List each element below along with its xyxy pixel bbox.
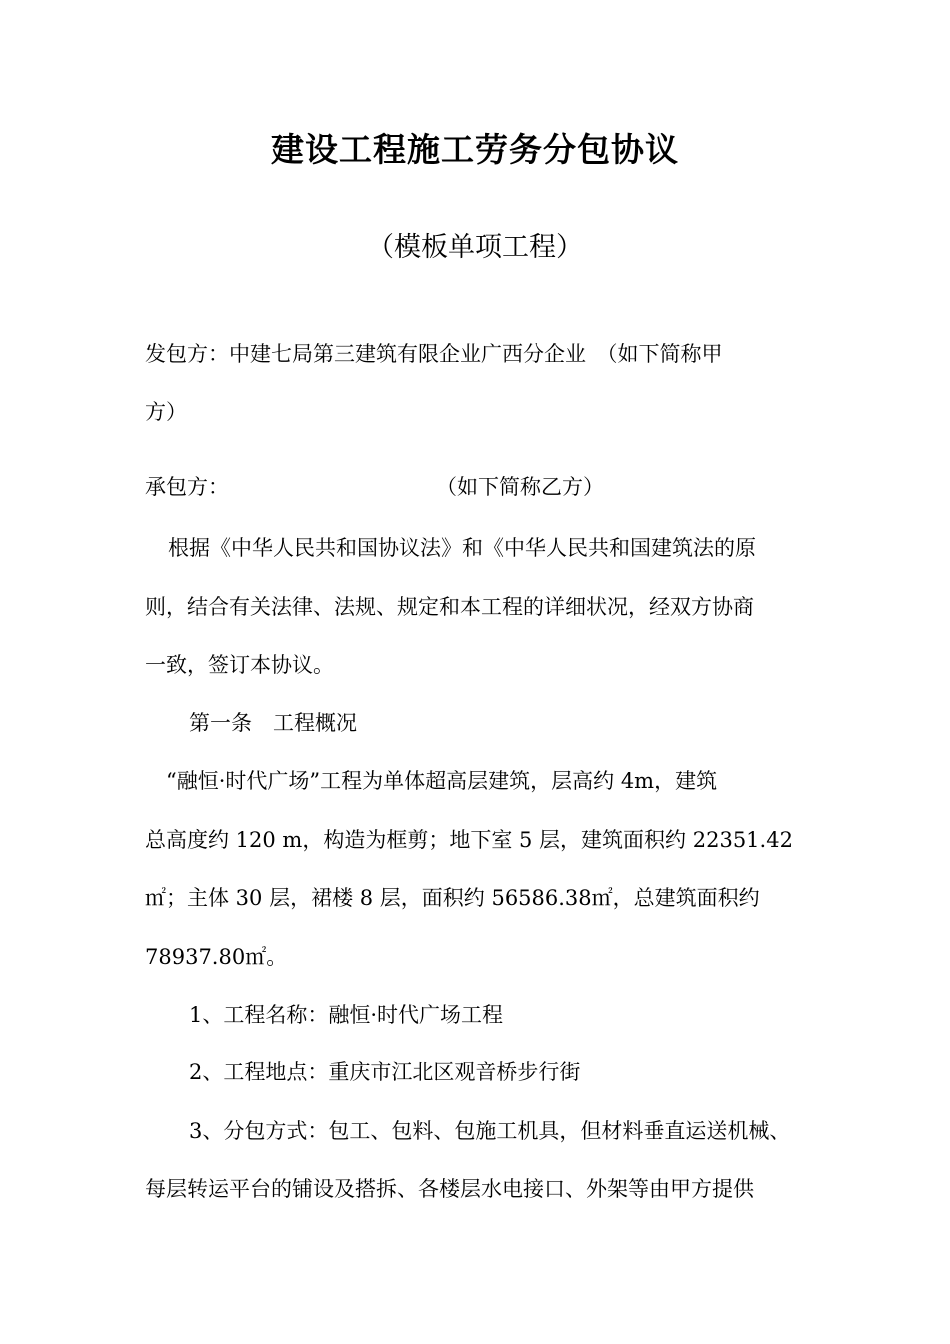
article-1-desc-line-3: ㎡；主体 30 层，裙楼 8 层，面积约 56586.38㎡，总建筑面积约 (145, 886, 760, 910)
party-b-label: 承包方： (145, 475, 229, 499)
party-b-note: （如下简称乙方） (436, 475, 604, 499)
article-1-desc-line-1: “融恒·时代广场”工程为单体超高层建筑，层高约 4m，建筑 (166, 769, 718, 793)
article-1-desc-line-2: 总高度约 120 m，构造为框剪；地下室 5 层，建筑面积约 22351.42 (145, 828, 793, 852)
article-1-item-2: 2、工程地点：重庆市江北区观音桥步行街 (189, 1060, 581, 1084)
intro-line-3: 一致，签订本协议。 (145, 653, 334, 677)
intro-line-1: 根据《中华人民共和国协议法》和《中华人民共和国建筑法的原 (168, 536, 756, 560)
article-1-item-1: 1、工程名称：融恒·时代广场工程 (189, 1003, 504, 1027)
article-1-item-3-line-1: 3、分包方式：包工、包料、包施工机具，但材料垂直运送机械、 (189, 1119, 791, 1143)
party-a-line-1: 发包方：中建七局第三建筑有限企业广西分企业 （如下简称甲 (145, 342, 723, 366)
article-1-heading: 第一条 工程概况 (189, 711, 357, 735)
document-subtitle: （模板单项工程） (367, 232, 583, 263)
article-1-desc-line-4: 78937.80㎡。 (145, 945, 288, 969)
intro-line-2: 则，结合有关法律、法规、规定和本工程的详细状况，经双方协商 (145, 595, 754, 619)
party-a-line-2: 方） (145, 400, 187, 424)
article-1-item-3-line-2: 每层转运平台的铺设及搭拆、各楼层水电接口、外架等由甲方提供 (145, 1177, 754, 1201)
document-title: 建设工程施工劳务分包协议 (271, 130, 679, 169)
